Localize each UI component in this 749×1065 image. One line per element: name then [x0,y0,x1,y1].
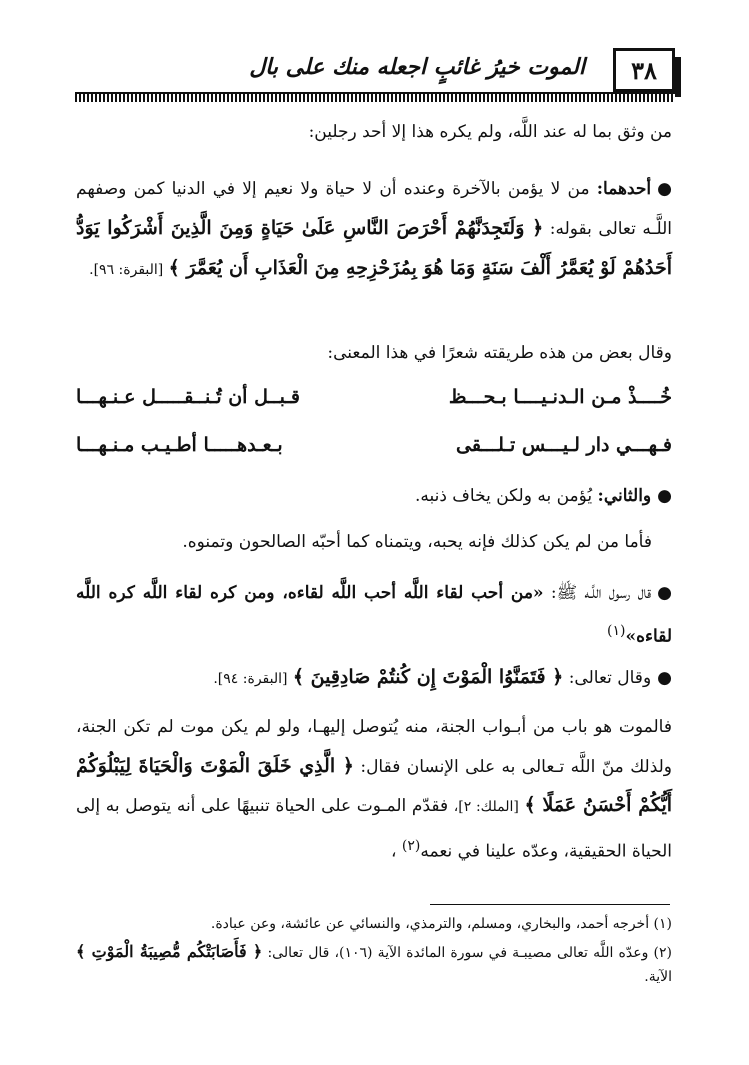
paragraph-death [76,708,672,871]
p5-quran: ﴿ فَتَمَنَّوُا الْمَوْتَ إِن كُنتُمْ صَادِقِينَ ﴾ [292,666,564,688]
paragraph-first [76,170,672,290]
p5-ref: [البقرة: ٩٤]. [213,671,288,687]
verse-2 [76,434,672,464]
running-title: الموت خيرُ غائبٍ اجعله منك على بال [249,54,585,80]
fn2-quran: ﴿ فَأَصَابَتْكُم مُّصِيبَةُ الْمَوْتِ ﴾ [76,942,263,961]
paragraph-verse [76,666,672,688]
verse-2-second-hemistich: بـعـدهـــــا أطـيـب مـنـهـــا [76,434,283,456]
intro-line: من وثق بما له عند اللَّه، ولم يكره هذا إلا أحد رجلين: [308,122,672,142]
p1-quran: ﴿ وَلَتَجِدَنَّهُمْ أَحْرَصَ النَّاسِ عَلَىٰ حَيَاةٍ وَمِنَ الَّذِينَ أَشْرَكُوا يَوَدُّ أَحَدُهُمْ لَوْ يُعَمَّرُ أَلْفَ سَنَةٍ وَمَا هُوَ بِمُزَحْزِحِهِ مِنَ الْعَذَابِ أَن يُعَمَّرَ ﴾ [76,217,672,279]
footnote-marker-1: (١) [607,623,626,639]
bullet-icon: ● [657,486,672,506]
p5-text: وقال تعالى: [568,668,652,688]
fn2-text-a: (٢) وعدّه اللَّه تعالى مصيبـة في سورة المائدة الآية (١٠٦)، قال تعالى: [267,945,672,961]
fn2-text-b: الآية. [644,969,672,985]
footnote-separator [430,904,670,905]
p6-text-b: فقدّم المـوت على الحياة تنبيهًا على أنه يتوصل به إلى الحياة الحقيقية، وعدّه علينا في نعمه [76,796,672,862]
page-number: ٣٨ [613,48,675,92]
p1-text: من لا يؤمن بالآخرة وعنده أن لا حياة ولا نعيم إلا في الدنيا كمن وصفهم اللَّـه تعالى بقوله: [76,179,673,239]
p6-ref: [الملك: ٢]، [453,799,519,815]
p1-label: أحدهما: [596,179,652,199]
bullet-icon: ● [657,179,672,199]
paragraph-hadith [76,574,672,656]
verse-1-first-hemistich: خُــــذْ مـن الـدنـيــــا بـحـــظ [448,386,672,408]
footnote-2 [76,940,672,989]
paragraph-third: فأما من لم يكن كذلك فإنه يحبه، ويتمناه كما أحبّه الصالحون وتمنوه. [182,532,652,552]
p6-text-a: فالموت هو باب من أبـواب الجنة، منه يُتوصل إليهـا، ولو لم يكن موت لم تكن الجنة، ولذلك منّ اللَّه تـعالى به على الإنسان فقال: [76,717,673,777]
p2-text: يُؤمن به ولكن يخاف ذنبه. [414,486,593,506]
p2-label: والثاني: [597,486,652,506]
bullet-icon: ● [657,668,672,688]
footnote-marker-2: (٢) [401,837,421,854]
verse-1-second-hemistich: قـبــل أن تُـنــقـــــل عـنـهـــا [76,386,300,408]
verse-2-first-hemistich: فـهـــي دار لـيـــس تـلـــقى [455,434,672,456]
header-rule [75,92,675,102]
p6-end: ، [391,841,397,862]
paragraph-second [76,486,672,506]
verse-1 [76,386,672,416]
p4-hadith: «من أحب لقاء اللَّه أحب اللَّه لقاءه، ومن كره لقاء اللَّه كره اللَّه لقاءه» [76,583,672,647]
poem-intro: وقال بعض من هذه طريقته شعرًا في هذا المعنى: [327,343,672,363]
footnote-1: (١) أخرجه أحمد، والبخاري، ومسلم، والترمذي، والنسائي عن عائشة، وعن عبادة. [210,916,672,932]
p4-text: قال رسول اللَّـه ﷺ: [550,583,652,603]
page-header [75,48,675,104]
bullet-icon: ● [657,583,673,603]
p1-ref: [البقرة: ٩٦]. [89,262,164,278]
p6-quran: ﴿ الَّذِي خَلَقَ الْمَوْتَ وَالْحَيَاةَ لِيَبْلُوَكُمْ أَيُّكُمْ أَحْسَنُ عَمَلًا ﴾ [76,754,673,816]
